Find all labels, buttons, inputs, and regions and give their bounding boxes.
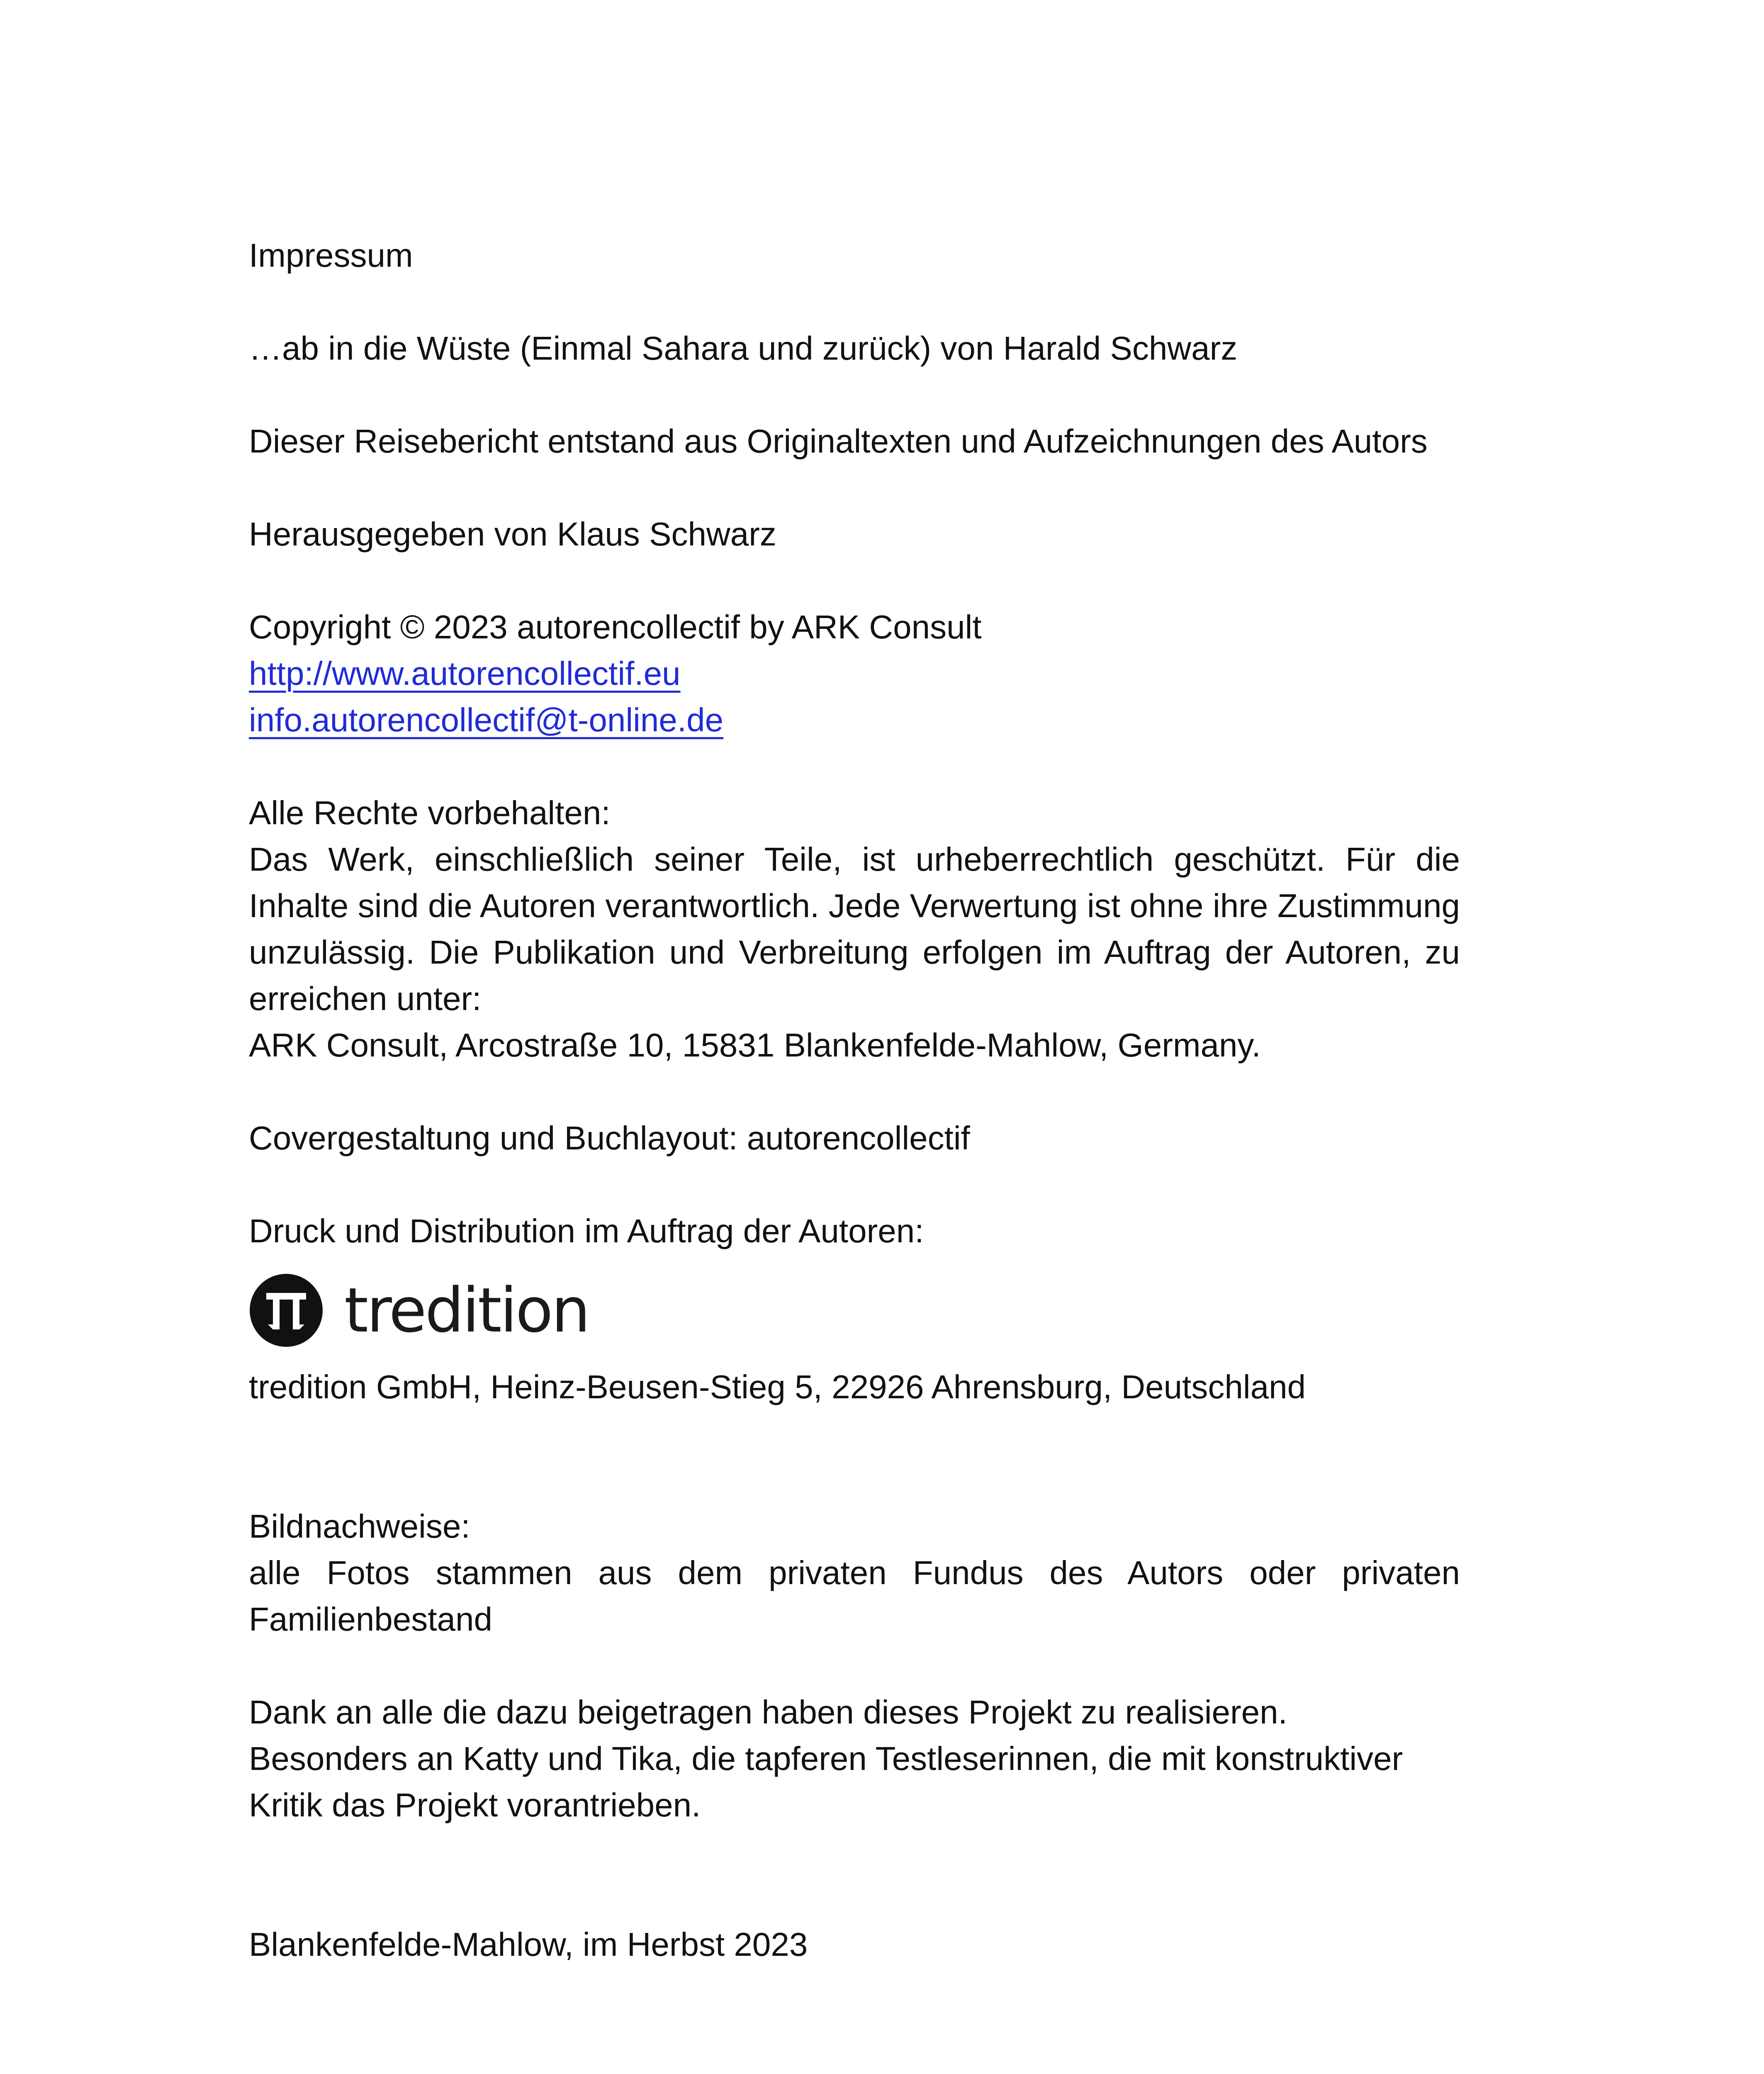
editor-line: Herausgegeben von Klaus Schwarz — [249, 516, 776, 553]
print-distribution-line: Druck und Distribution im Auftrag der Autoren: — [249, 1212, 924, 1249]
origin-text: Dieser Reisebericht entstand aus Originaltexten und Aufzeichnungen des Autors — [249, 423, 1428, 460]
rights-text: Das Werk, einschließlich seiner Teile, ist urheberrechtlich geschützt. Für die Inhalte sind die Autoren verantwortlich. Jede Verwertung ist ohne ihre Zustimmung unzulässig. Die Publikation und Verbreitung erfolgen im Auftrag der Autoren, zu erreichen unter: — [249, 841, 1460, 1017]
book-title-line: …ab in die Wüste (Einmal Sahara und zurück) von Harald Schwarz — [249, 330, 1238, 367]
image-credits-text: alle Fotos stammen aus dem privaten Fundus des Autors oder privaten Familienbestand — [249, 1554, 1460, 1638]
thanks-line-1: Dank an alle die dazu beigetragen haben dieses Projekt zu realisieren. — [249, 1694, 1287, 1731]
tredition-logo-wordmark: tredition — [344, 1275, 589, 1346]
tredition-logo — [249, 1263, 1460, 1358]
impressum-heading: Impressum — [249, 237, 413, 274]
thanks-line-2: Besonders an Katty und Tika, die tapferen Testleserinnen, die mit konstruktiver Kritik das Projekt vorantrieben. — [249, 1740, 1403, 1823]
publisher-address: tredition GmbH, Heinz-Beusen-Stieg 5, 22926 Ahrensburg, Deutschland — [249, 1368, 1306, 1405]
website-link[interactable]: http://www.autorencollectif.eu — [249, 655, 681, 692]
tredition-logo-icon — [249, 1273, 324, 1348]
copyright-line: Copyright © 2023 autorencollectif by ARK Consult — [249, 609, 982, 645]
place-and-date: Blankenfelde-Mahlow, im Herbst 2023 — [249, 1926, 808, 1963]
image-credits-heading: Bildnachweise: — [249, 1508, 470, 1545]
impressum-content — [249, 232, 1460, 1968]
cover-layout-line: Covergestaltung und Buchlayout: autorencollectif — [249, 1120, 970, 1156]
rights-heading: Alle Rechte vorbehalten: — [249, 794, 611, 831]
contact-address: ARK Consult, Arcostraße 10, 15831 Blankenfelde-Mahlow, Germany. — [249, 1027, 1261, 1064]
email-link[interactable]: info.autorencollectif@t-online.de — [249, 701, 724, 738]
